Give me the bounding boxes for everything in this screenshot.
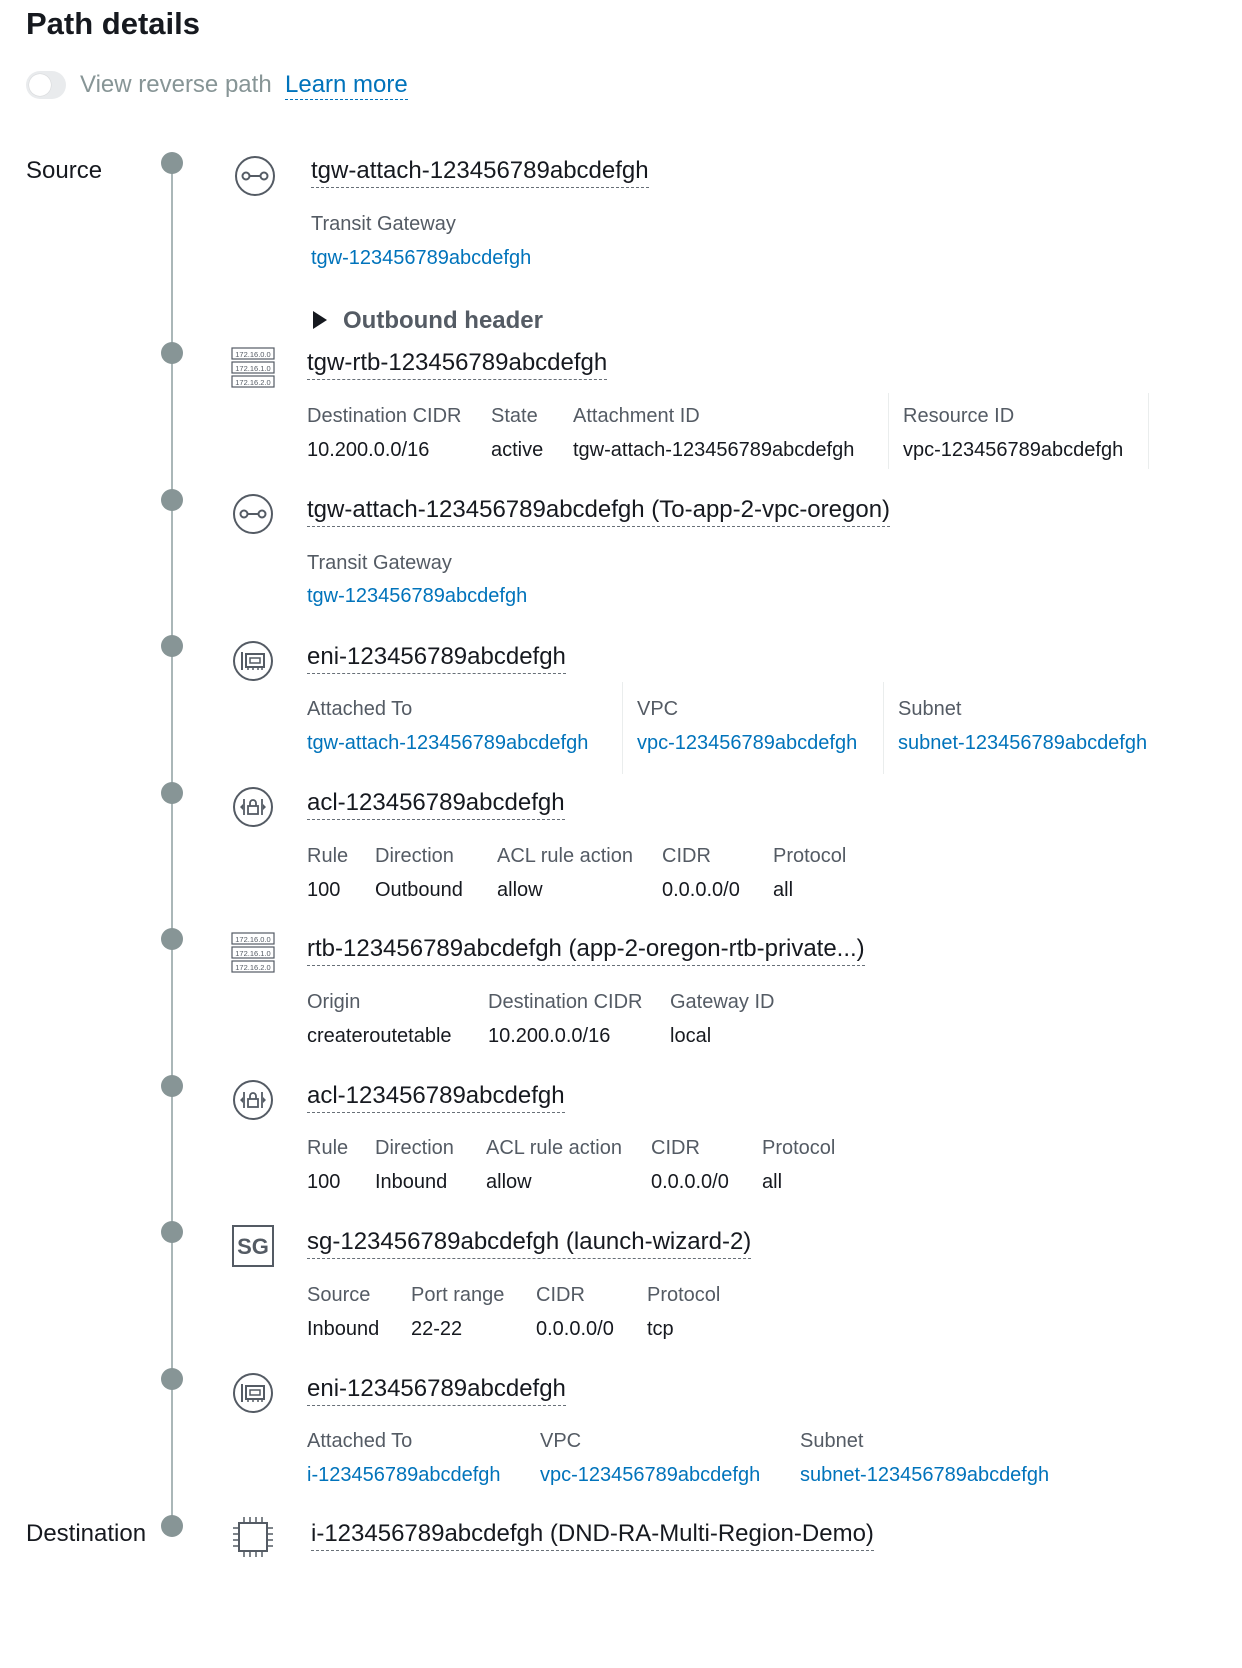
hop-title[interactable]: i-123456789abcdefgh (DND-RA-Multi-Region-Demo) [311,1519,874,1551]
subnet-link[interactable]: subnet-123456789abcdefgh [898,732,1148,754]
timeline-node [161,1368,183,1390]
field-value: all [762,1171,783,1193]
timeline-node [161,342,183,364]
column-header: VPC [540,1430,582,1452]
hop-title[interactable]: tgw-attach-123456789abcdefgh (To-app-2-vpc-oregon) [307,495,890,527]
field-label: Transit Gateway [311,213,456,235]
hop-title[interactable]: rtb-123456789abcdefgh (app-2-oregon-rtb-private...) [307,934,865,966]
field-value: 10.200.0.0/16 [307,439,430,461]
field-value: createroutetable [307,1025,452,1047]
caret-right-icon [313,311,327,329]
field-value: Inbound [307,1318,380,1340]
field-value: all [773,879,794,901]
field-value: Inbound [375,1171,448,1193]
attached-to-link[interactable]: i-123456789abcdefgh [307,1464,501,1486]
column-header: Origin [307,991,361,1013]
route-table-icon [231,347,275,391]
hop-title[interactable]: acl-123456789abcdefgh [307,1081,565,1113]
instance-icon [231,1515,275,1559]
reverse-path-toggle-label: View reverse path [80,71,272,98]
column-header: Protocol [773,845,847,867]
transit-gateway-link[interactable]: tgw-123456789abcdefgh [307,585,528,607]
reverse-path-toggle[interactable] [26,71,66,99]
timeline-node [161,1221,183,1243]
column-header: Rule [307,1137,349,1159]
hop-title[interactable]: sg-123456789abcdefgh (launch-wizard-2) [307,1227,751,1259]
field-label: Transit Gateway [307,552,452,574]
expander-label: Outbound header [343,307,543,334]
attachment-icon [233,154,277,198]
column-header: Port range [411,1284,505,1306]
field-value: local [670,1025,712,1047]
transit-gateway-link[interactable]: tgw-123456789abcdefgh [311,247,532,269]
source-label: Source [26,157,103,184]
column-header: Attached To [307,1430,413,1452]
timeline-line [171,163,173,1535]
column-header: Protocol [762,1137,836,1159]
security-group-icon-text: SG [237,1234,269,1259]
field-value: tgw-attach-123456789abcdefgh [573,439,855,461]
field-value: 0.0.0.0/0 [662,879,740,901]
hop-title[interactable]: acl-123456789abcdefgh [307,788,565,820]
column-header: Destination CIDR [488,991,643,1013]
network-interface-icon [231,1371,275,1415]
hop-title[interactable]: tgw-rtb-123456789abcdefgh [307,348,607,380]
route-table-icon-text: 172.16.2.0 [235,378,271,387]
subnet-link[interactable]: subnet-123456789abcdefgh [800,1464,1050,1486]
column-divider [888,393,889,469]
column-header: ACL rule action [497,845,633,867]
column-header: Subnet [800,1430,864,1452]
field-value: vpc-123456789abcdefgh [903,439,1124,461]
column-header: VPC [637,698,679,720]
column-header: Attached To [307,698,413,720]
column-header: Direction [375,1137,454,1159]
learn-more-link[interactable]: Learn more [285,71,408,98]
timeline-node [161,635,183,657]
field-value: 22-22 [411,1318,463,1340]
timeline-node [161,928,183,950]
column-header: Attachment ID [573,405,700,427]
network-acl-icon [231,785,275,829]
field-value: tcp [647,1318,674,1340]
field-value: 100 [307,1171,341,1193]
timeline-node [161,1515,183,1537]
attached-to-link[interactable]: tgw-attach-123456789abcdefgh [307,732,589,754]
timeline-node [161,782,183,804]
column-divider [622,682,623,774]
vpc-link[interactable]: vpc-123456789abcdefgh [637,732,858,754]
route-table-icon-text: 172.16.1.0 [235,364,271,373]
column-header: CIDR [651,1137,700,1159]
outbound-header-expander[interactable] [313,307,543,335]
field-value: allow [497,879,543,901]
page-title: Path details [26,6,200,41]
security-group-icon [231,1224,275,1268]
route-table-icon-text: 172.16.0.0 [235,350,271,359]
attachment-icon [231,492,275,536]
column-header: ACL rule action [486,1137,622,1159]
field-value: 0.0.0.0/0 [651,1171,729,1193]
network-interface-icon [231,639,275,683]
toggle-knob [29,74,51,96]
column-header: Subnet [898,698,962,720]
column-header: Direction [375,845,454,867]
vpc-link[interactable]: vpc-123456789abcdefgh [540,1464,761,1486]
route-table-icon [231,932,275,976]
destination-label: Destination [26,1520,147,1547]
column-divider [1148,393,1149,469]
timeline-node [161,1075,183,1097]
column-header: State [491,405,538,427]
field-value: 100 [307,879,341,901]
column-header: Source [307,1284,371,1306]
column-header: Resource ID [903,405,1015,427]
field-value: 10.200.0.0/16 [488,1025,611,1047]
route-table-icon-text: 172.16.2.0 [235,963,271,972]
field-value: active [491,439,544,461]
timeline-node [161,152,183,174]
hop-title[interactable]: eni-123456789abcdefgh [307,642,566,674]
field-value: Outbound [375,879,463,901]
column-header: Destination CIDR [307,405,462,427]
network-acl-icon [231,1078,275,1122]
route-table-icon-text: 172.16.1.0 [235,949,271,958]
hop-title[interactable]: eni-123456789abcdefgh [307,1374,566,1406]
column-header: CIDR [536,1284,585,1306]
column-header: Protocol [647,1284,721,1306]
timeline-node [161,489,183,511]
field-value: 0.0.0.0/0 [536,1318,614,1340]
column-header: Rule [307,845,349,867]
hop-title[interactable]: tgw-attach-123456789abcdefgh [311,156,649,188]
route-table-icon-text: 172.16.0.0 [235,935,271,944]
column-header: Gateway ID [670,991,775,1013]
field-value: allow [486,1171,532,1193]
column-header: CIDR [662,845,711,867]
column-divider [883,682,884,774]
